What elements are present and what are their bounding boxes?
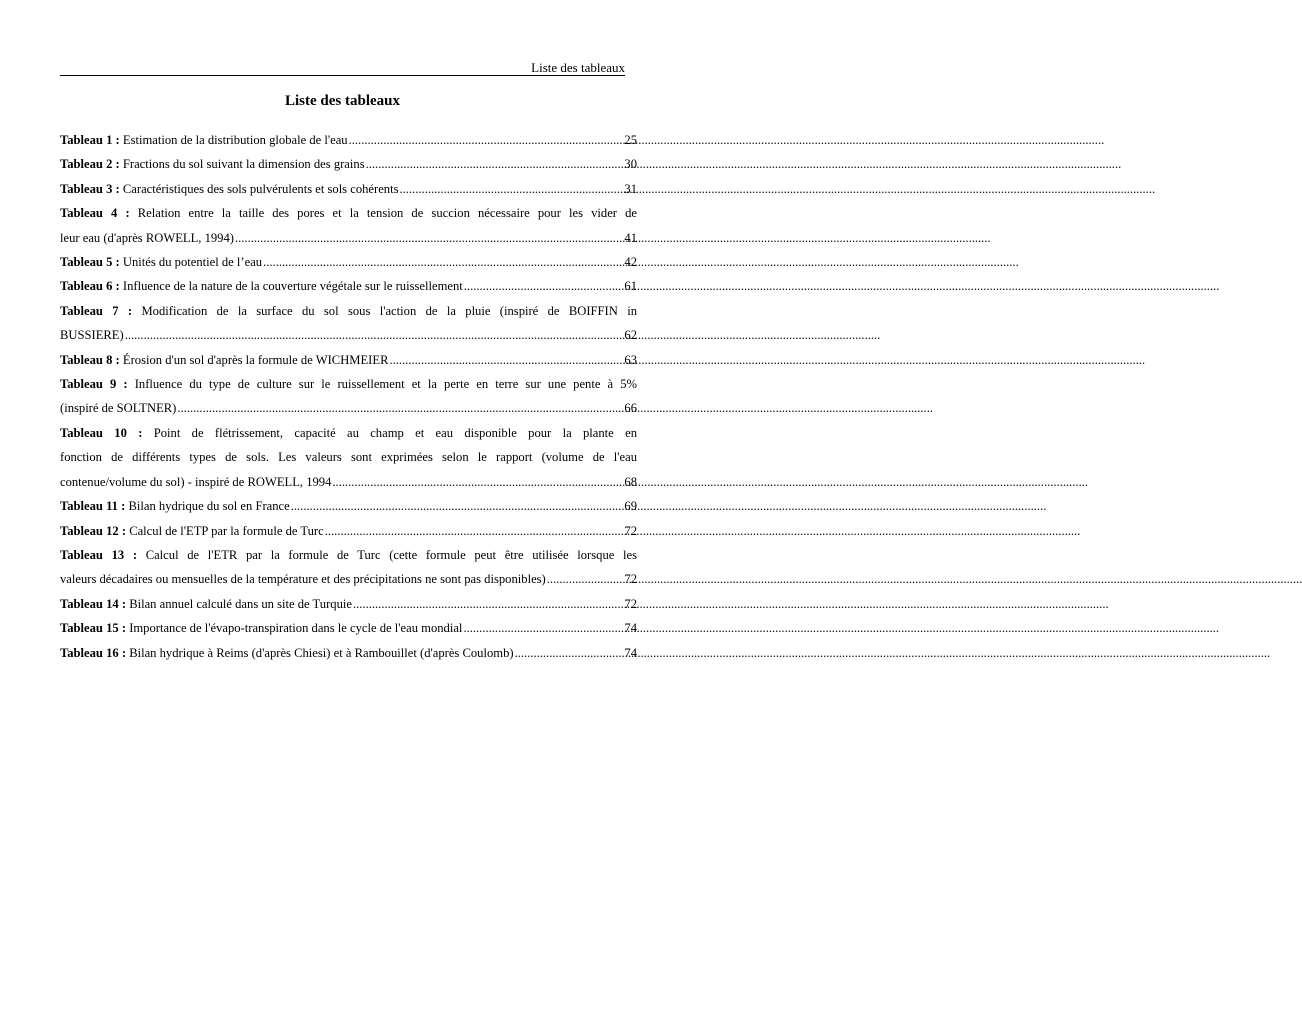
table-number-label: Tableau 2 : [60, 157, 120, 172]
toc-entry[interactable] [60, 250, 637, 274]
page-number: 41 [624, 230, 637, 245]
toc-entry-text: Modification de la surface du sol sous l'action de la pluie (inspiré de BOIFFIN in [141, 303, 637, 318]
page-number: 74 [624, 645, 637, 660]
toc-entry[interactable] [60, 128, 637, 152]
toc-entry-line [60, 396, 637, 420]
toc-entry[interactable] [60, 641, 637, 665]
toc-entry-line [60, 299, 637, 323]
toc-entry[interactable] [60, 299, 637, 348]
toc-entry-line [60, 177, 637, 201]
dot-leader [352, 592, 624, 616]
toc-entry-text: Bilan annuel calculé dans un site de Turquie [129, 596, 352, 611]
toc-entry-text: Estimation de la distribution globale de l'eau [122, 133, 348, 147]
table-number-label: Tableau 12 : [60, 523, 127, 538]
toc-entry-line [60, 592, 637, 616]
page-number: 72 [624, 572, 637, 587]
page-number: 62 [624, 328, 637, 343]
toc-entry-text: Bilan hydrique à Reims (d'après Chiesi) et à Rambouillet (d'après Coulomb) [129, 645, 514, 660]
toc-entry-line [60, 323, 637, 347]
page-number: 42 [624, 255, 637, 270]
dot-leader [546, 567, 625, 591]
toc-entry-line [60, 445, 637, 469]
table-number-label: Tableau 11 : [60, 499, 126, 514]
page-number: 61 [624, 279, 637, 294]
table-number-label: Tableau 5 : [60, 255, 120, 270]
table-number-label: Tableau 16 : [60, 645, 127, 660]
dot-leader [176, 396, 624, 420]
dot-leader [331, 470, 624, 494]
page-number: 72 [624, 596, 637, 611]
dot-leader [262, 250, 624, 274]
toc-entry-text: Érosion d'un sol d'après la formule de WICHMEIER [122, 352, 389, 367]
page-number: 74 [624, 621, 637, 636]
toc-entry-text: valeurs décadaires ou mensuelles de la température et des précipitations ne sont pas disponibles) [60, 572, 546, 587]
toc-entry-line [60, 543, 637, 567]
toc-entry-text: Relation entre la taille des pores et la tension de succion nécessaire pour les vider de [137, 206, 637, 221]
table-number-label: Tableau 10 : [60, 425, 143, 440]
toc-entry-text: fonction de différents types de sols. Les valeurs sont exprimées selon le rapport (volume de l'eau [60, 450, 637, 465]
toc-entry[interactable] [60, 274, 637, 298]
dot-leader [462, 616, 624, 640]
toc-entry[interactable] [60, 592, 637, 616]
dot-leader [348, 128, 625, 152]
toc-entry-text: Influence du type de culture sur le ruissellement et la perte en terre sur une pente à 5% [134, 377, 637, 392]
page-number: 31 [624, 181, 637, 196]
dot-leader [124, 323, 625, 347]
table-number-label: Tableau 1 : [60, 133, 120, 147]
toc-entry-line [60, 226, 637, 250]
toc-entry-text: Bilan hydrique du sol en France [128, 499, 290, 514]
toc-entry-line [60, 616, 637, 640]
page-number: 63 [624, 352, 637, 367]
table-number-label: Tableau 4 : [60, 206, 130, 221]
table-number-label: Tableau 6 : [60, 279, 120, 294]
table-number-label: Tableau 15 : [60, 621, 127, 636]
toc-entry[interactable] [60, 494, 637, 518]
dot-leader [324, 519, 625, 543]
toc-entry-text: BUSSIERE) [60, 328, 124, 343]
toc-entry-text: contenue/volume du sol) - inspiré de ROWELL, 1994 [60, 474, 332, 489]
toc-entry-line [60, 421, 637, 445]
toc-entry-line [60, 250, 637, 274]
toc-entry-text: Unités du potentiel de l’eau [122, 255, 263, 270]
toc-entry[interactable] [60, 152, 637, 176]
table-number-label: Tableau 8 : [60, 352, 120, 367]
toc-entry[interactable] [60, 372, 637, 421]
toc-entry-line [60, 152, 637, 176]
table-number-label: Tableau 14 : [60, 596, 127, 611]
toc-entry-text: Fractions du sol suivant la dimension des grains [122, 157, 365, 172]
dot-leader [514, 641, 625, 665]
toc-entry-line [60, 128, 637, 152]
table-number-label: Tableau 3 : [60, 181, 120, 196]
toc-entry[interactable] [60, 201, 637, 250]
toc-entry[interactable] [60, 421, 637, 494]
toc-entry-text: Point de flétrissement, capacité au champ et eau disponible pour la plante en [153, 425, 637, 440]
page-number: 25 [624, 133, 637, 147]
page-number: 66 [624, 401, 637, 416]
toc-entry-text: Calcul de l'ETR par la formule de Turc (cette formule peut être utilisée lorsque les [145, 547, 637, 562]
table-number-label: Tableau 9 : [60, 377, 128, 392]
toc-entry-text: leur eau (d'après ROWELL, 1994) [60, 230, 234, 245]
toc-entry-line [60, 567, 637, 591]
toc-entry[interactable] [60, 543, 637, 592]
toc-entry-text: Calcul de l'ETP par la formule de Turc [129, 523, 324, 538]
page-title: Liste des tableaux [284, 93, 400, 109]
toc-entry[interactable] [60, 616, 637, 640]
table-number-label: Tableau 13 : [60, 547, 138, 562]
page-number: 72 [624, 523, 637, 538]
toc-entry[interactable] [60, 519, 637, 543]
dot-leader [388, 348, 624, 372]
toc-entry-line [60, 641, 637, 665]
dot-leader [234, 226, 624, 250]
toc-entry-line [60, 372, 637, 396]
page-number: 30 [624, 157, 637, 172]
toc-entry-line [60, 494, 637, 518]
table-list [60, 128, 637, 665]
dot-leader [290, 494, 625, 518]
dot-leader [463, 274, 625, 298]
dot-leader [399, 177, 625, 201]
toc-entry-text: Influence de la nature de la couverture végétale sur le ruissellement [122, 279, 463, 294]
toc-entry-line [60, 201, 637, 225]
table-number-label: Tableau 7 : [60, 303, 133, 318]
toc-entry-line [60, 519, 637, 543]
toc-entry-text: (inspiré de SOLTNER) [60, 401, 177, 416]
page-number: 69 [624, 499, 637, 514]
dot-leader [365, 152, 625, 176]
toc-entry-text: Importance de l'évapo-transpiration dans le cycle de l'eau mondial [129, 621, 463, 636]
toc-entry[interactable] [60, 177, 637, 201]
toc-entry-text: Caractéristiques des sols pulvérulents et sols cohérents [122, 181, 399, 196]
header-rule [60, 75, 625, 76]
page-number: 68 [624, 474, 637, 489]
toc-entry-line [60, 348, 637, 372]
toc-entry[interactable] [60, 348, 637, 372]
toc-entry-line [60, 470, 637, 494]
running-header: Liste des tableaux [531, 60, 625, 75]
toc-entry-line [60, 274, 637, 298]
